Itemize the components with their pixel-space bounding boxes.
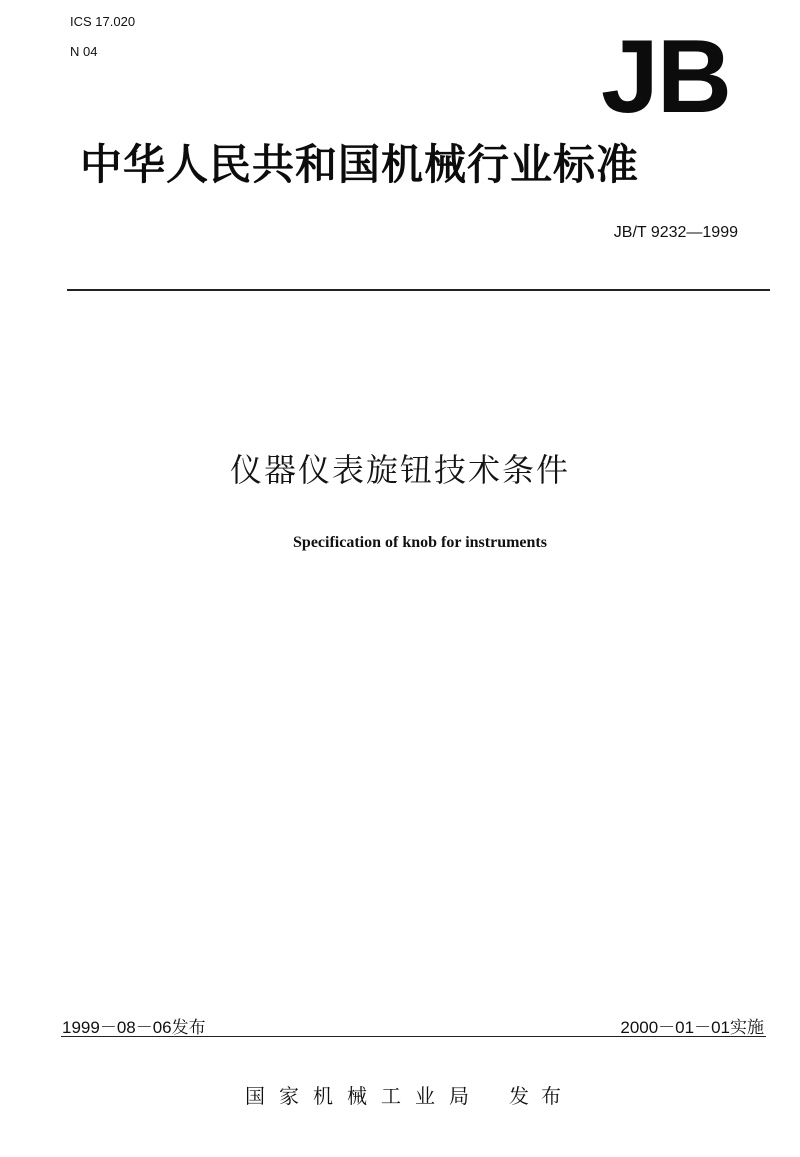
implementation-date: 2000－01－01实施 xyxy=(620,1018,764,1037)
issuing-authority xyxy=(0,1080,800,1109)
footer-divider xyxy=(61,1036,766,1037)
standard-number: JB/T 9232—1999 xyxy=(613,224,738,241)
issuer-suffix: 发布 xyxy=(509,1084,573,1108)
issue-date: 1999－08－06发布 xyxy=(62,1018,206,1037)
header-divider xyxy=(67,289,770,291)
industry-standard-title: 中华人民共和国机械行业标准 xyxy=(80,140,640,189)
standard-title-chinese: 仪器仪表旋钮技术条件 xyxy=(229,451,570,489)
classification-code: N 04 xyxy=(70,44,98,59)
ics-code: ICS 17.020 xyxy=(70,14,136,29)
jb-logo: JB xyxy=(601,19,730,135)
standard-title-english: Specification of knob for instruments xyxy=(293,534,547,551)
issuer-name: 国家机械工业局 xyxy=(245,1084,483,1108)
